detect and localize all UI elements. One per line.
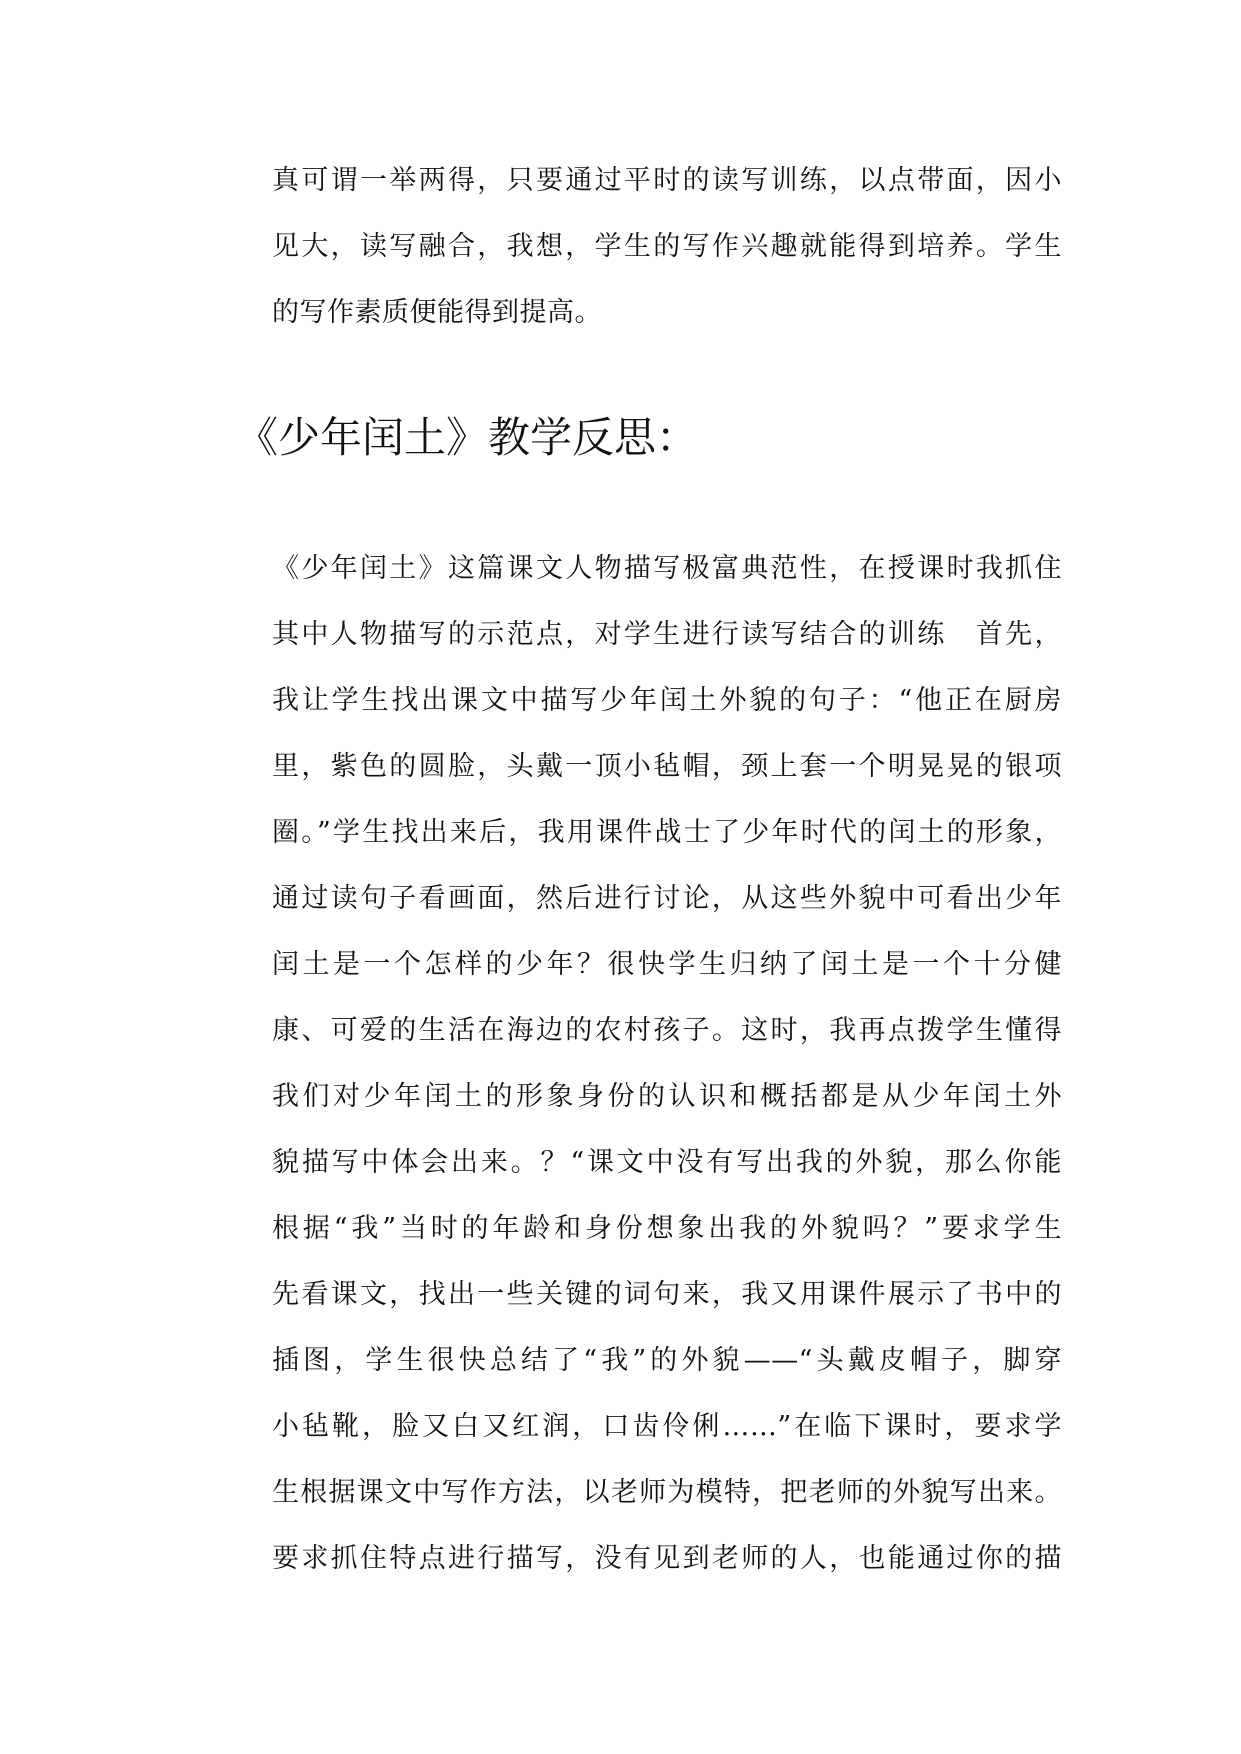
text-line: 通过读句子看画面，然后进行讨论，从这些外貌中可看出少年	[272, 883, 1062, 914]
section-heading: 《少年闰土》教学反思：	[236, 413, 699, 462]
body-paragraph	[272, 536, 1062, 1592]
text-line: 先看课文，找出一些关键的词句来，我又用课件展示了书中的	[272, 1279, 1062, 1310]
text-line: 生根据课文中写作方法，以老师为模特，把老师的外貌写出来。	[272, 1477, 1062, 1508]
text-line: 见大，读写融合，我想，学生的写作兴趣就能得到培养。学生	[272, 231, 1062, 262]
text-line: 插图，学生很快总结了“我”的外貌——“头戴皮帽子，脚穿	[272, 1345, 1062, 1376]
text-line: 要求抓住特点进行描写，没有见到老师的人，也能通过你的描	[272, 1543, 1062, 1574]
text-line: 真可谓一举两得，只要通过平时的读写训练，以点带面，因小	[272, 165, 1062, 196]
text-line: 我让学生找出课文中描写少年闰土外貌的句子：“他正在厨房	[272, 685, 1062, 716]
text-line: 其中人物描写的示范点，对学生进行读写结合的训练 首先，	[272, 619, 1062, 650]
text-line: 里，紫色的圆脸，头戴一顶小毡帽，颈上套一个明晃晃的银项	[272, 751, 1062, 782]
text-line: 康、可爱的生活在海边的农村孩子。这时，我再点拨学生懂得	[272, 1015, 1062, 1046]
text-line: 《少年闰土》这篇课文人物描写极富典范性，在授课时我抓住	[272, 553, 1062, 584]
text-line: 闰土是一个怎样的少年？很快学生归纳了闰土是一个十分健	[272, 949, 1062, 980]
text-line: 根据“我”当时的年龄和身份想象出我的外貌吗？”要求学生	[272, 1213, 1062, 1244]
text-line: 貌描写中体会出来。？“课文中没有写出我的外貌，那么你能	[272, 1147, 1062, 1178]
text-line: 圈。”学生找出来后，我用课件战士了少年时代的闰土的形象，	[272, 817, 1062, 848]
intro-paragraph	[272, 148, 1062, 346]
text-line: 小毡靴，脸又白又红润，口齿伶俐……”在临下课时，要求学	[272, 1411, 1062, 1442]
text-line: 的写作素质便能得到提高。	[272, 297, 602, 328]
text-line: 我们对少年闰土的形象身份的认识和概括都是从少年闰土外	[272, 1081, 1062, 1112]
